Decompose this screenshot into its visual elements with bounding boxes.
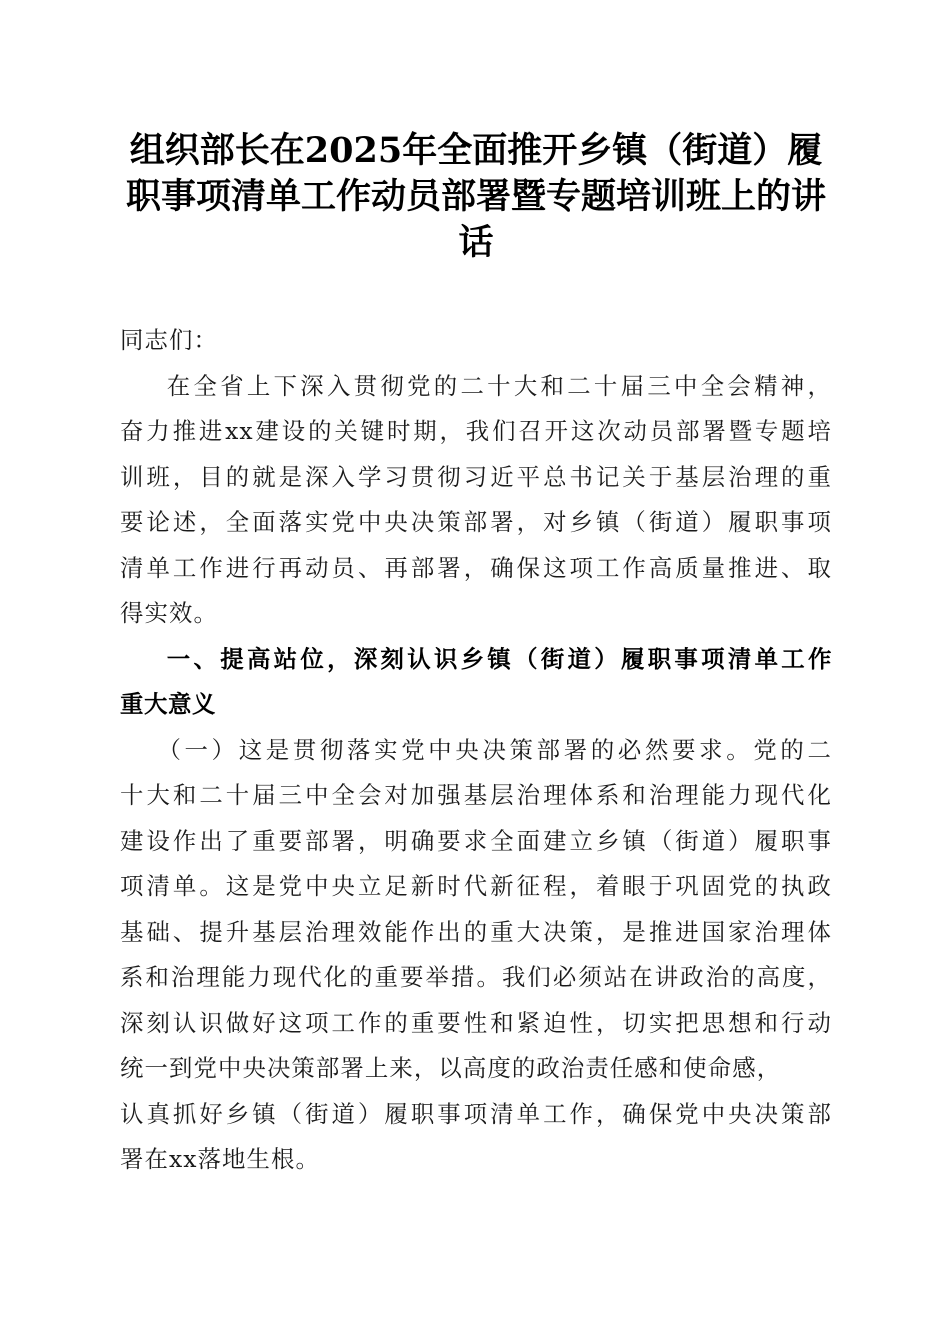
paragraph-line: （一）这是贯彻落实党中央决策部署的必然要求。党的二 [157, 735, 832, 764]
paragraph-line: 统一到党中央决策部署上来，以高度的政治责任感和使命感， [120, 1054, 782, 1082]
paragraph-line: 署在xx落地生根。 [120, 1145, 321, 1173]
document-page [120, 128, 832, 1183]
paragraph-line: 深刻认识做好这项工作的重要性和紧迫性，切实把思想和行动 [120, 1008, 832, 1037]
paragraph-line: 在全省上下深入贯彻党的二十大和二十届三中全会精神， [166, 371, 832, 400]
paragraph-line: 基础、提升基层治理效能作出的重大决策，是推进国家治理体 [120, 917, 832, 946]
paragraph-line: 要论述，全面落实党中央决策部署，对乡镇（街道）履职事项 [120, 508, 832, 536]
salutation [120, 318, 832, 364]
subsection-1-paragraph [120, 728, 832, 1183]
paragraph-line: 奋力推进xx建设的关键时期，我们召开这次动员部署暨专题培 [120, 417, 832, 445]
heading-line: 重大意义 [120, 690, 216, 718]
paragraph-line: 项清单。这是党中央立足新时代新征程，着眼于巩固党的执政 [120, 872, 832, 900]
paragraph-line: 训班，目的就是深入学习贯彻习近平总书记关于基层治理的重 [120, 462, 832, 491]
paragraph-line: 得实效。 [120, 599, 218, 627]
title-line-1: 组织部长在2025年全面推开乡镇（街道）履 [129, 130, 823, 171]
salutation-text: 同志们： [120, 326, 218, 354]
heading-line: 一、提高站位，深刻认识乡镇（街道）履职事项清单工作 [166, 644, 832, 673]
paragraph-line: 十大和二十届三中全会对加强基层治理体系和治理能力现代化 [120, 781, 832, 809]
paragraph-line: 系和治理能力现代化的重要举措。我们必须站在讲政治的高度， [120, 963, 832, 991]
title-line-2: 职事项清单工作动员部署暨专题培训班上的讲 [125, 176, 826, 217]
section-heading-1 [120, 637, 832, 728]
document-title [106, 128, 846, 266]
paragraph-line: 认真抓好乡镇（街道）履职事项清单工作，确保党中央决策部 [120, 1099, 832, 1128]
paragraph-line: 建设作出了重要部署，明确要求全面建立乡镇（街道）履职事 [120, 826, 832, 855]
title-line-3: 话 [458, 222, 494, 263]
intro-paragraph [120, 364, 832, 637]
paragraph-line: 清单工作进行再动员、再部署，确保这项工作高质量推进、取 [120, 553, 832, 582]
